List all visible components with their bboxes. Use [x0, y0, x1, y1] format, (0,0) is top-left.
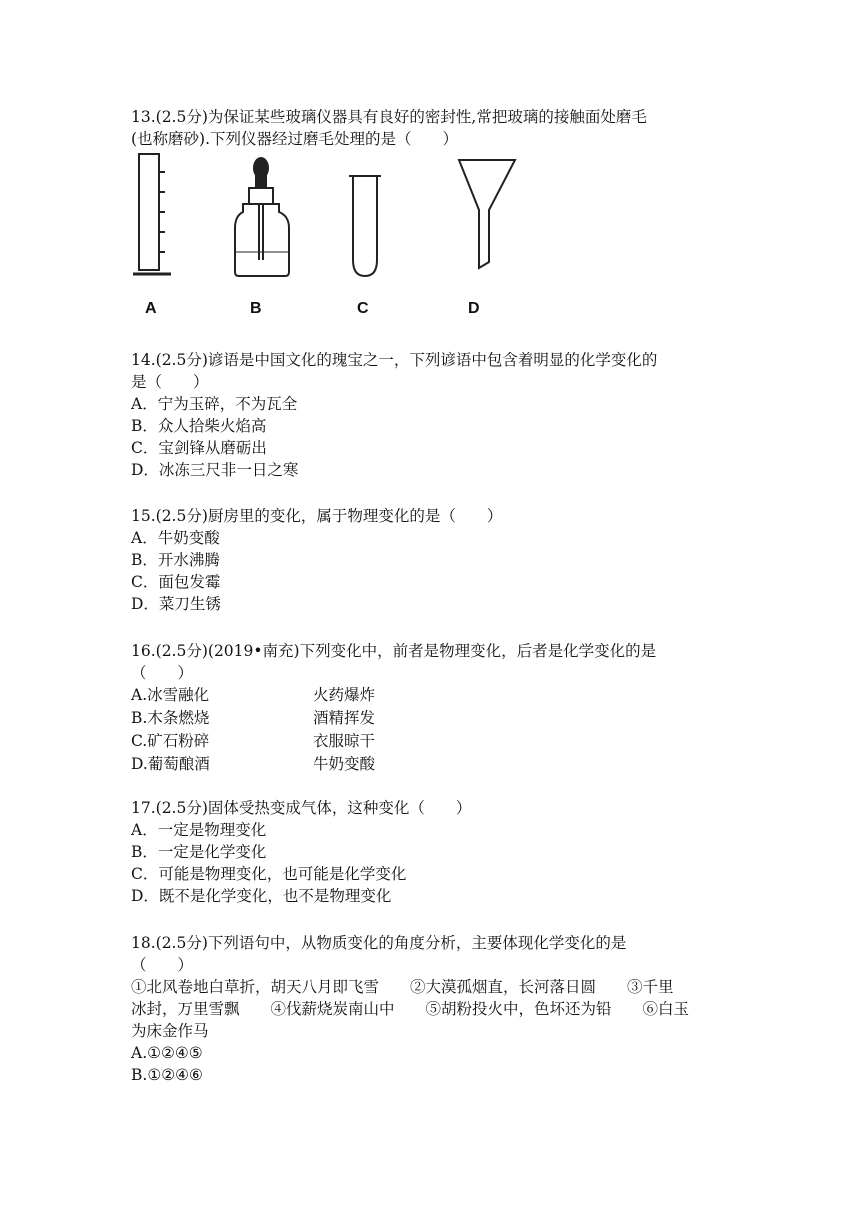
q16-option-d — [131, 753, 376, 775]
q18-stem-line1: 18.(2.5分)下列语句中，从物质变化的角度分析，主要体现化学变化的是 — [131, 934, 627, 952]
q17-option-c: C．可能是物理变化，也可能是化学变化 — [131, 865, 407, 883]
q18-body-line2: 冰封，万里雪飘 ④伐薪烧炭南山中 ⑤胡粉投火中，色坏还为铅 ⑥白玉 — [131, 1000, 690, 1018]
q14-stem-line2: 是（ ） — [131, 373, 209, 391]
q15-option-a: A．牛奶变酸 — [131, 529, 220, 547]
q18-option-a: A.①②④⑤ — [131, 1044, 203, 1062]
q16-option-a-left: A.冰雪融化 — [131, 686, 210, 704]
q13-label-d: D — [468, 300, 480, 317]
q13-label-a: A — [145, 300, 157, 317]
q16-option-b — [131, 707, 376, 729]
q17-stem: 17.(2.5分)固体受热变成气体，这种变化（ ） — [131, 799, 472, 817]
q15-option-c: C．面包发霉 — [131, 573, 221, 591]
q18-option-b: B.①②④⑥ — [131, 1066, 203, 1084]
graduated-cylinder-icon — [133, 154, 171, 274]
q15-option-b: B．开水沸腾 — [131, 551, 220, 569]
q16-option-c-right: 衣服晾干 — [313, 732, 376, 750]
q16-option-a-right: 火药爆炸 — [313, 686, 376, 704]
q16-option-d-right: 牛奶变酸 — [313, 755, 376, 773]
q16-stem-line2: （ ） — [131, 664, 194, 682]
funnel-icon — [459, 160, 515, 268]
q13-figure — [131, 152, 531, 327]
q13-stem-line2: (也称磨砂).下列仪器经过磨毛处理的是（ ） — [131, 130, 459, 148]
test-tube-icon — [349, 176, 381, 276]
q17-option-d: D．既不是化学变化，也不是物理变化 — [131, 887, 392, 905]
dropper-bottle-icon — [235, 158, 289, 276]
q16-option-c — [131, 730, 376, 752]
q15-option-d: D．菜刀生锈 — [131, 595, 221, 613]
q15-stem: 15.(2.5分)厨房里的变化，属于物理变化的是（ ） — [131, 507, 503, 525]
q14-stem-line1: 14.(2.5分)谚语是中国文化的瑰宝之一，下列谚语中包含着明显的化学变化的 — [131, 351, 658, 369]
q16-option-b-left: B.木条燃烧 — [131, 709, 210, 727]
q13-label-c: C — [357, 300, 369, 317]
q14-option-b: B．众人拾柴火焰高 — [131, 417, 267, 435]
q13-stem-line1: 13.(2.5分)为保证某些玻璃仪器具有良好的密封性,常把玻璃的接触面处磨毛 — [131, 108, 647, 126]
q17-option-b: B．一定是化学变化 — [131, 843, 267, 861]
q13-label-b: B — [250, 300, 262, 317]
q14-option-c: C．宝剑锋从磨砺出 — [131, 439, 267, 457]
q16-stem-line1: 16.(2.5分)(2019•南充)下列变化中，前者是物理变化，后者是化学变化的是 — [131, 642, 657, 660]
q16-option-c-left: C.矿石粉碎 — [131, 732, 210, 750]
q17-option-a: A．一定是物理变化 — [131, 821, 267, 839]
q16-option-d-left: D.葡萄酿酒 — [131, 755, 210, 773]
q16-option-a — [131, 684, 376, 706]
q18-stem-line2: （ ） — [131, 956, 194, 974]
q16-option-b-right: 酒精挥发 — [313, 709, 376, 727]
q14-option-a: A．宁为玉碎，不为瓦全 — [131, 395, 298, 413]
q14-option-d: D．冰冻三尺非一日之寒 — [131, 461, 299, 479]
q18-body-line3: 为床金作马 — [131, 1022, 209, 1040]
q18-body-line1: ①北风卷地白草折，胡天八月即飞雪 ②大漠孤烟直，长河落日圆 ③千里 — [131, 978, 674, 996]
